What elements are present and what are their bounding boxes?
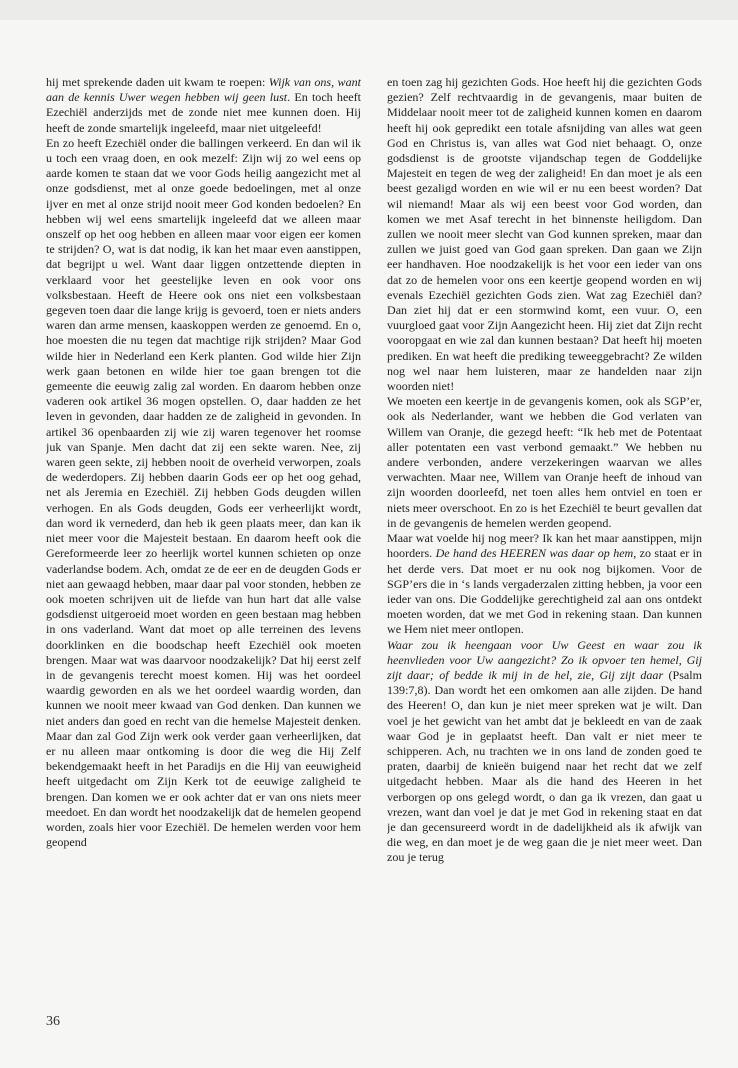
scripture-quote: Waar zou ik heengaan voor Uw Geest en waar zou ik heenvlieden voor Uw aangezicht? Zo ik opvoer ten hemel, Gij zijt daar; of bedde ik mij in de hel, zie, Gij zijt daar [387, 637, 702, 682]
text-run: Maar wat voelde hij nog meer? Ik kan het maar aanstippen, mijn hoorders. [387, 531, 702, 561]
text-run: (Psalm 139:7,8). Dan wordt het een omkomen aan alle zijden. De hand des Heeren! O, dan kun je niet meer spreken wat je wilt. Dan voel je het gewicht van het ambt dat je bekleedt en van de zaak waar God je in geplaatst heeft. Dan valt er niet meer te schipperen. Ach, nu trachten we in ons land de zonden goed te praten, daarbij de knieën buigend naar het recht dat we zelf uitgedacht hebben. Maar als die hand des Heeren in het verborgen op ons gelegd wordt, o dan ga ik vrezen, dan gaat u vrezen, want dan voel je dat je met God in rekening staat en dat je dan gecensureerd wordt in de dadelijkheid als ik afwijk van die weg, en dan moet je de weg gaan die je niet meer weet. Dan zou je terug [387, 667, 702, 865]
scripture-quote: Wijk van ons, want aan de kennis Uwer wegen hebben wij geen lust [46, 75, 361, 105]
paragraph [46, 136, 361, 851]
text-run: . En toch heeft Ezechiël anderzijds met de zonde niet mee kunnen doen. Hij heeft de zonde smartelijk ingeleefd, maar niet uitgeleefd! [46, 90, 361, 135]
paragraph [387, 638, 702, 866]
page-number: 36 [46, 1014, 60, 1029]
text-run: , zo staat er in het derde vers. Dat moet er nu ook nog bijkomen. Voor de SGP’ers die in ‘s lands vergaderzalen zitting hebben, ja voor een ieder van ons. Die Goddelijke gerechtigheid zal aan ons ontdekt moeten worden, dat we met God in rekening staan. Dan kunnen we Hem niet meer ontlopen. [387, 546, 702, 637]
text-run: hij met sprekende daden uit kwam te roepen: [46, 75, 269, 89]
left-column [46, 75, 361, 1015]
right-column [387, 75, 702, 1015]
text-run: We moeten een keertje in de gevangenis komen, ook als SGP’er, ook als Nederlander, want we hebben die God verlaten van Willem van Oranje, die gezegd heeft: “Ik heb met de Potentaat aller potentaten een vast verbond gemaakt.” We hebben nu andere verbonden, andere verzekeringen waarvan we alles verwachten. Maar nee, Willem van Oranje heeft de inhoud van zijn woorden doorleefd, net toen alles hem ontviel en toen er niets meer overschoot. En zo is het Ezechiël te beurt gevallen dat in de gevangenis de hemelen werden geopend. [387, 394, 702, 530]
text-run: En zo heeft Ezechiël onder die ballingen verkeerd. En dan wil ik u toch een vraag doen, en ook mezelf: Zijn wij zo wel eens op aarde komen te staan dat we voor Gods heilig aangezicht met al onze godsdienst, met al onze goede bedoelingen, met al onze ijver en met al onze strijd nooit meer God konden bedoelen? En hebben wij wel eens smartelijk ingeleefd dat we alleen maar onszelf op het oog hebben en alleen maar voor eigen eer komen te strijden? O, wat is dat nodig, ik kan het maar even aanstippen, dat begrijpt u wel. Want daar liggen ontzettende diepten in verklaard voor het geestelijke leven en ook voor ons volksbestaan. Heeft de Heere ook ons niet een volksbestaan gegeven toen daar die lange krijg is gevoerd, toen er niets anders waren dan arme mensen, kaaskoppen werden ze genoemd. En o, hoe moesten die nu tegen dat machtige rijk strijden? Maar God wilde hier in Nederland een Kerk planten. God wilde hier Zijn werk gaan betonen en wilde hier toe gaan brengen tot die gemeente die eeuwig zalig zal worden. En daarom hebben onze vaderen ook artikel 36 mogen opstellen. O, daar hadden ze het leven in gevonden, daar hadden ze de zaligheid in gevonden. In artikel 36 openbaarden zij wie zij waren tegenover het roomse juk van Spanje. Men dacht dat zij een sekte waren. Nee, zij waren geen sekte, zij hebben nooit de overheid verworpen, zoals de wederdopers. Zij hebben daarin Gods eer op het oog gehad, net als Jeremia en Ezechiël. Zij hebben Gods deugden willen verhogen. En als Gods deugden, Gods eer verheerlijkt wordt, dan word ik vernederd, dan heb ik geen plaats meer, dan kan ik niet meer voor die Majesteit bestaan. En daarom heeft ook die Gereformeerde leer zo heerlijk wortel kunnen schieten op onze vaderlandse bodem. Ach, omdat ze de eer en de deugden Gods er niet aan gewaagd hebben, maar daar pal voor stonden, hebben ze ook moeten schrijven uit de liefde van hun hart dat alle valse godsdienst uitgeroeid moet worden en geen bestaan mag hebben in ons vaderland. Want dat moet op alle terreinen des levens doorklinken en die boodschap heeft Ezechiël ook moeten brengen. Maar wat was daarvoor noodzakelijk? Dat hij eerst zelf in de gevangenis terecht moest komen. Hij was het oordeel waardig geworden en als we het oordeel waardig worden, dan kunnen we nooit meer kwaad van God denken. Dan kunnen we niet anders dan goed en recht van die hemelse Majesteit denken. Maar dan zal God Zijn werk ook verder gaan verheerlijken, dat er nu alleen maar ontkoming is door die weg die Hij Zelf bekendgemaakt heeft in het Paradijs en die Hij van eeuwigheid heeft uitgedacht om Zijn Kerk tot de eeuwige zaligheid te brengen. Dan komen we er ook achter dat er van ons niets meer meedoet. En dan wordt het noodzakelijk dat de hemelen geopend worden, zoals hier voor Ezechiël. De hemelen werden voor hem geopend [46, 135, 361, 850]
scripture-quote: De hand des HEEREN was daar op hem [435, 546, 634, 561]
paragraph [387, 394, 702, 531]
page-top-band [0, 0, 738, 20]
paragraph [46, 75, 361, 136]
paragraph [387, 75, 702, 394]
paragraph [387, 531, 702, 637]
text-run: en toen zag hij gezichten Gods. Hoe heeft hij die gezichten Gods gezien? Zelf rechtvaardig in de gevangenis, maar buiten de Middelaar nooit meer tot de zaligheid kunnen komen en daarom heeft hij ook gepredikt een totale afsnijding van alles wat geen God en Christus is, van alles wat God niet behaagt. O, onze godsdienst is de grootste vijandschap tegen de Goddelijke Majesteit en tegen de weg der zaligheid! En dan moet je als een beest gezaligd worden en wie wil er nu een beest worden? Dat wil niemand! Maar als wij een beest voor God worden, dan komen we met Asaf terecht in het binnenste heiligdom. Dan zullen we nooit meer slecht van God kunnen spreken, maar dan zullen we juist goed van God gaan spreken. Dan gaan we Zijn eer handhaven. Hoe noodzakelijk is het voor een ieder van ons dat zo de hemelen voor ons een keertje geopend worden en wij evenals Ezechiël gezichten Gods zien. Wat zag Ezechiël dan? Dan ziet hij dat er een stormwind komt, een vuur. O, een vuurgloed gaat voor Zijn Aangezicht heen. Hij ziet dat Zijn recht vooropgaat en wie zal dan kunnen bestaan? Dat heeft hij moeten prediken. En wat heeft die prediking teweeggebracht? Ze wilden nog wel naar hem luisteren, maar ze handelden naar zijn woorden niet! [387, 75, 702, 394]
